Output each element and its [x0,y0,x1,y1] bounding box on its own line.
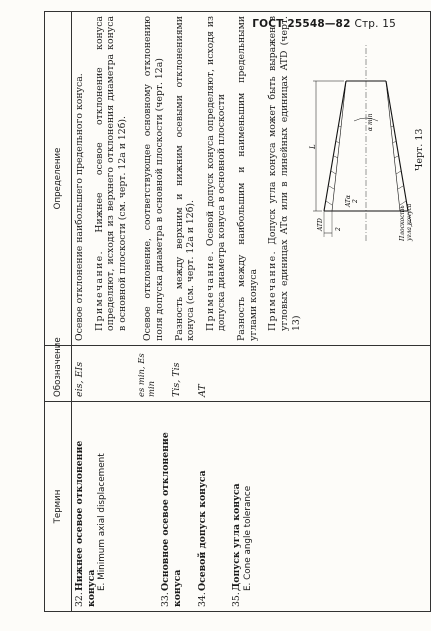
label-ata-denominator: 2 [352,199,360,203]
definition-32: Осевое отклонение наибольшего предельного конуса. [74,73,85,341]
gost-number: ГОСТ 25548—82 [252,18,351,30]
label-ata: ATα [345,194,353,207]
rotated-page-content [44,12,426,612]
symbol-34: Tis, Tis [170,362,182,397]
column-header-definition: Определение [45,12,72,346]
terms-column [72,402,431,612]
term-en: E. Minimum axial displacement [97,453,108,591]
label-l: L [309,144,318,149]
definitions-column [72,12,431,346]
term-entry-32 [74,406,108,607]
note-text: Допуск угла конуса может быть выражен в угловых единицах ATα или в линейных единицах ATD (черт. 13) [267,16,302,331]
note-32 [94,16,129,341]
table-header-row [45,12,72,612]
term-ru: Основное осевое отклонение конуса [160,432,183,607]
label-plane-2: угла конуса [406,203,414,241]
note-label: Примечание. [93,250,105,331]
label-plane: Плоскость [399,205,407,241]
term-number: 33. [160,592,172,607]
note-label: Примечание. [204,250,216,331]
term-number: 32. [74,592,85,607]
symbol-32: eis, EIs [74,361,85,397]
term-entry-35 [231,406,254,607]
definition-33: Осевое отклонение, соответствующее основному отклонению поля допуска диаметра в основной плоскости (черт. 12а) [142,16,166,341]
symbols-column [72,346,431,402]
page-number: Стр. 15 [354,18,396,30]
label-atd: ATD [317,218,325,231]
definition-34: Разность между верхним и нижним осевыми отклонениями конуса (см. черт. 12а и 12б). [173,16,197,341]
figure-caption: Черт. 13 [414,128,426,171]
note-text: Нижнее осевое отклонение конуса определяют, исходя из верхнего отклонения диаметра конуса в основной плоскости (см. черт. 12а и 12б). [93,16,128,331]
term-number: 35. [231,592,243,607]
note-34 [205,16,228,341]
note-35 [267,16,302,341]
symbol-33: es min, Es min [135,353,157,397]
figure-13 [310,16,428,341]
cone-drawing [310,41,414,241]
column-header-symbol: Обозначение [45,346,72,402]
term-entry-34 [197,406,209,607]
term-ru: Нижнее осевое отклонение конуса [74,440,97,607]
term-number: 34. [197,592,209,607]
term-en: E. Cone angle tolerance [242,485,253,591]
note-label: Примечание. [267,250,279,331]
term-entry-33 [160,406,183,607]
term-ru: Осевой допуск конуса [197,470,209,591]
label-atd-denominator: 2 [335,227,343,231]
terms-table [44,11,431,612]
label-alpha: α min [367,113,375,131]
column-header-term: Термин [45,402,72,612]
note-text: Осевой допуск конуса определяют, исходя из допуска диаметра конуса в основной плоскости [204,16,228,331]
definition-35: Разность между наибольшим и наименьшим предельными углами конуса [236,16,259,341]
symbol-35: AT [196,384,208,397]
term-ru: Допуск угла конуса [231,483,243,591]
table-body-row [72,12,431,612]
